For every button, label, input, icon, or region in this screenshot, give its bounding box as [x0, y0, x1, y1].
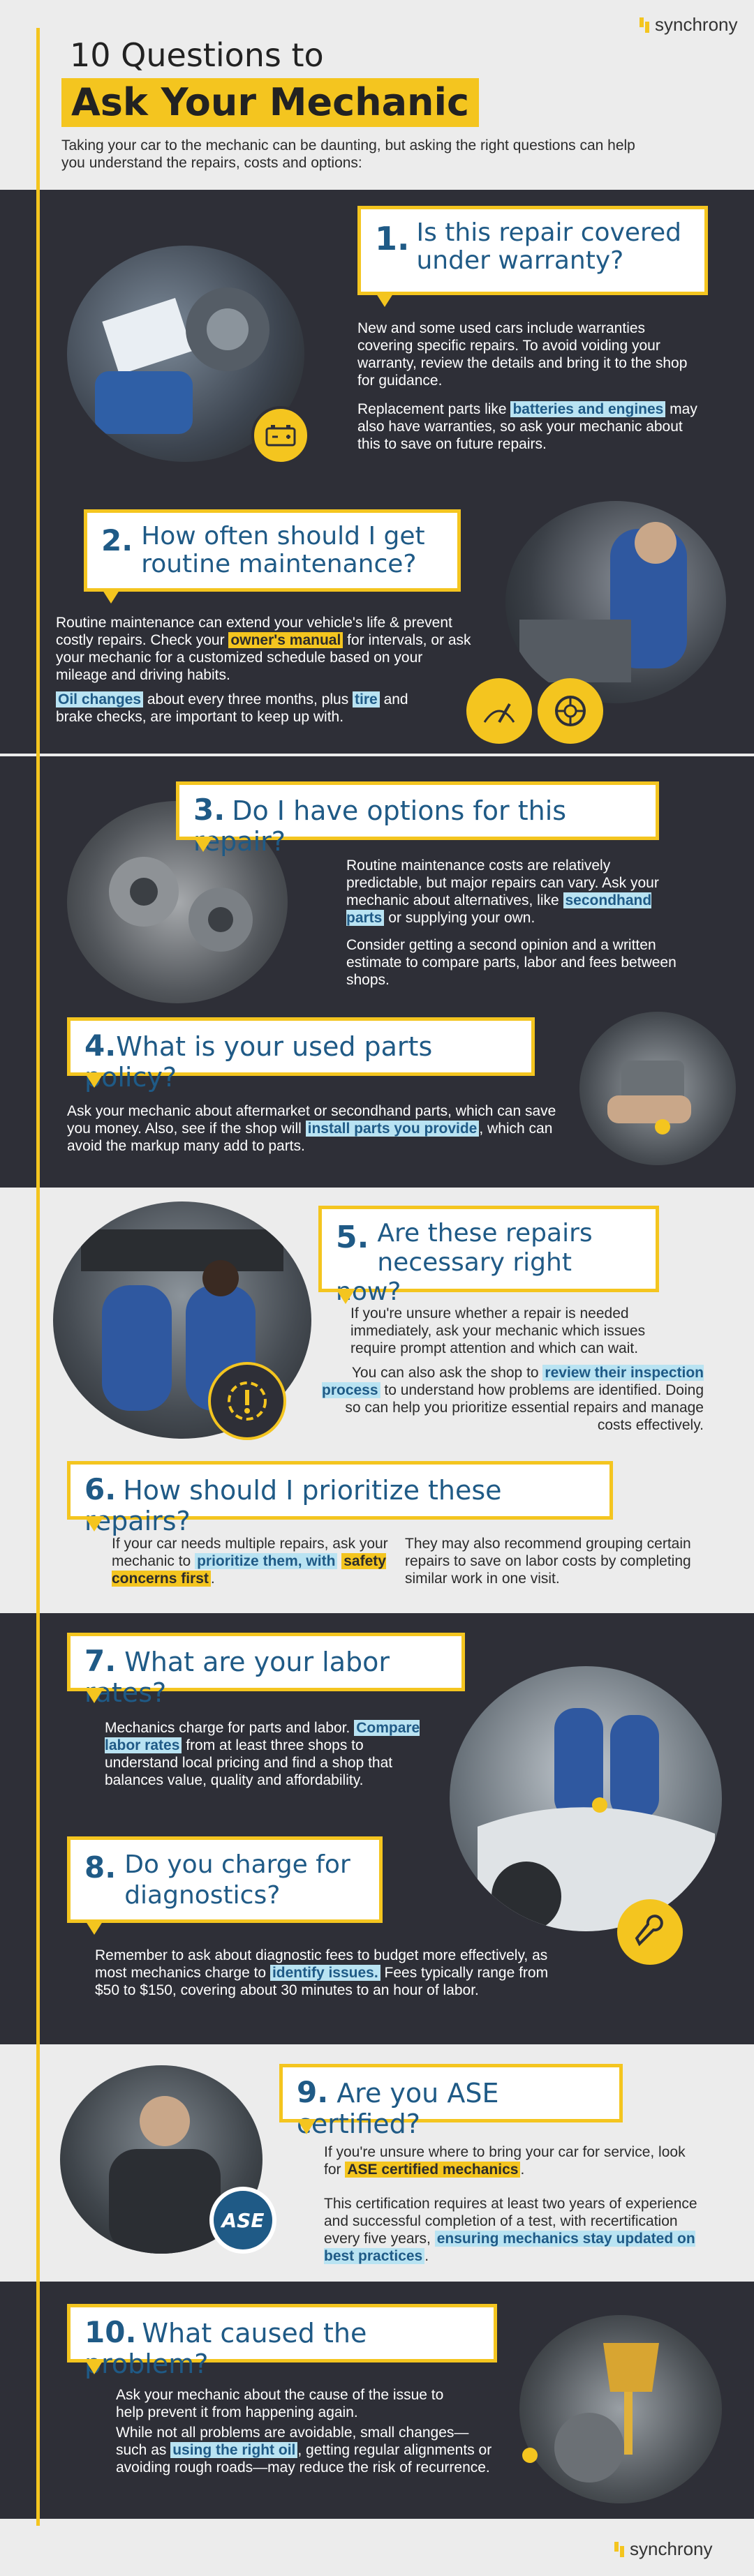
wiper-icon — [466, 678, 532, 744]
used-part-photo — [579, 1012, 736, 1165]
q3-paragraph-2: Consider getting a second opinion and a written estimate to compare parts, labor and fees between shops. — [346, 937, 677, 988]
synchrony-logo-icon — [640, 17, 651, 33]
question-7-box: 7. What are your labor rates? — [67, 1633, 465, 1691]
timeline-line — [36, 28, 40, 2526]
q2-paragraph-2: Oil changes about every three months, plus tire and brake checks, are important to keep up with. — [56, 691, 408, 725]
section-divider — [0, 754, 754, 756]
intro-text: Taking your car to the mechanic can be daunting, but asking the right questions can help you understand the repairs, costs and options: — [61, 137, 635, 171]
brand-logo: synchrony — [640, 14, 738, 36]
q2-paragraph-1: Routine maintenance can extend your vehicle's life & prevent costly repairs. Check your owner's manual for intervals, or ask your mechanic for a customized schedule based on your mileage and driving habits. — [56, 615, 471, 683]
question-6-box: 6. How should I prioritize these repairs? — [67, 1461, 613, 1520]
q1-paragraph-2: Replacement parts like batteries and engines may also have warranties, so ask your mechanic about this to save on future repairs. — [357, 401, 697, 452]
question-10-box: 10. What caused the problem? — [67, 2304, 497, 2362]
q5-paragraph-2: You can also ask the shop to review their inspection process to understand how problems are identified. Doing so can help you prioritize essential repairs and manage costs effectively. — [322, 1365, 704, 1433]
question-2-box: 2. How often should I get routine maintenance? — [84, 509, 461, 592]
q10-paragraph-1: Ask your mechanic about the cause of the issue to help prevent it from happening again. — [116, 2387, 444, 2420]
question-9-box: 9. Are you ASE certified? — [279, 2064, 623, 2122]
engine-oil-photo — [519, 2315, 722, 2503]
q10-paragraph-2: While not all problems are avoidable, small changes—such as using the right oil , getting regular alignments or avoiding rough roads—may reduce the risk of recurrence. — [116, 2425, 492, 2476]
q10-connector-dot — [522, 2448, 538, 2463]
q9-paragraph-1: If you're unsure where to bring your car for service, look for ASE certified mechanics . — [324, 2144, 686, 2178]
q7-paragraph-1: Mechanics charge for parts and labor. Compare labor rates from at least three shops to understand local pricing and find a shop that balances value, quality and affordability. — [105, 1720, 420, 1788]
mechanic-garage-photo — [450, 1666, 722, 1931]
q4-paragraph-1: Ask your mechanic about aftermarket or secondhand parts, which can save you money. Also, see if the shop will install parts you provide , which can avoid the markup many add to parts. — [67, 1103, 556, 1154]
q3-paragraph-1: Routine maintenance costs are relatively predictable, but major repairs can vary. Ask your mechanic about alternatives, like secondhand parts or supplying your own. — [346, 858, 659, 926]
footer-brand-logo: synchrony — [614, 2538, 713, 2560]
question-8-box: 8. Do you charge for diagnostics? — [67, 1836, 383, 1923]
q4-connector-dot — [655, 1119, 670, 1135]
q9-paragraph-2: This certification requires at least two years of experience and successful completion of a test, with recertification every five years, ensuring mechanics stay updated on best practices . — [324, 2196, 697, 2264]
q8-paragraph-1: Remember to ask about diagnostic fees to budget more effectively, as most mechanics charge to identify issues. Fees typically range from $50 to $150, covering about 30 minutes to an hour of labor. — [95, 1947, 549, 1998]
mechanic-engine-photo — [505, 501, 726, 703]
page-title-line1: 10 Questions to — [70, 36, 324, 74]
page-title-line2: Ask Your Mechanic — [61, 78, 479, 127]
tire-icon — [538, 678, 603, 744]
question-4-box: 4.What is your used parts policy? — [67, 1017, 535, 1076]
q6-column-2: They may also recommend grouping certain repairs to save on labor costs by completing similar work in one visit. — [405, 1536, 691, 1587]
q7-connector-dot — [592, 1797, 607, 1813]
question-1-box: 1. Is this repair covered under warranty? — [357, 206, 708, 295]
question-5-box: 5. Are these repairs necessary right now? — [318, 1206, 659, 1292]
battery-icon — [251, 406, 310, 465]
q6-column-1: If your car needs multiple repairs, ask your mechanic to prioritize them, with safety concerns first . — [112, 1536, 388, 1587]
wrench-icon — [617, 1899, 683, 1965]
ase-badge: ASE — [209, 2187, 276, 2254]
synchrony-logo-icon — [614, 2542, 626, 2557]
question-3-box: 3. Do I have options for this repair? — [176, 781, 659, 840]
q1-paragraph-1: New and some used cars include warranties covering specific repairs. To avoid voiding your warranty, review the details and bring it to the shop for guidance. — [357, 320, 688, 389]
warning-icon — [208, 1362, 286, 1440]
q5-paragraph-1: If you're unsure whether a repair is needed immediately, ask your mechanic which issues require prompt attention and which can wait. — [350, 1305, 646, 1356]
